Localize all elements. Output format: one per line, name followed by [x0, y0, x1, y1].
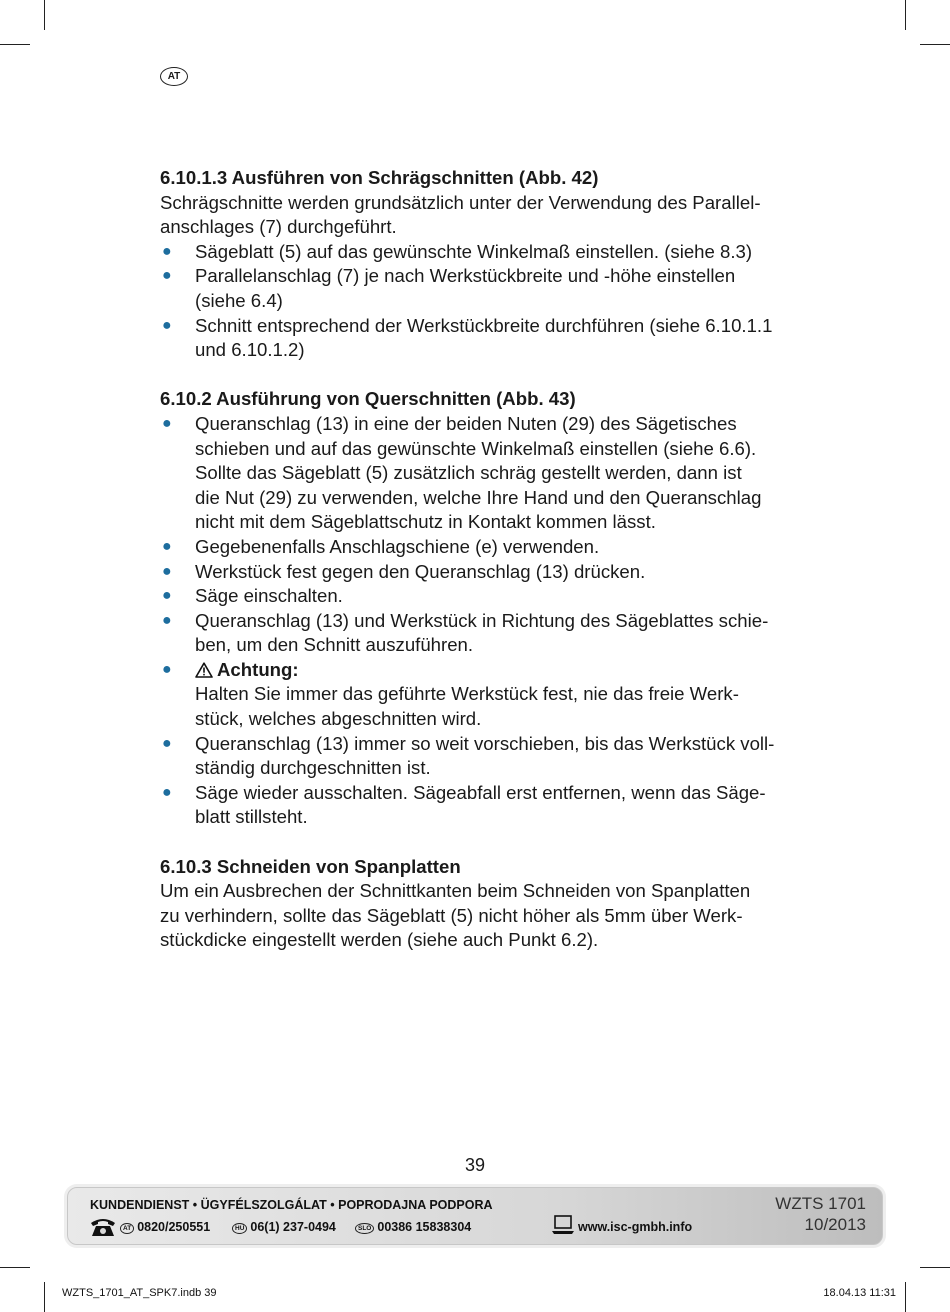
phone-hu	[232, 1220, 336, 1234]
main-content	[160, 166, 800, 953]
section-heading: 6.10.1.3 Ausführen von Schrägschnitten (Abb. 42)	[160, 167, 599, 188]
phone-number-slo: 00386 15838304	[377, 1220, 472, 1234]
list-item-line: Schnitt entsprechend der Werkstückbreite durchführen (siehe 6.10.1.1	[195, 314, 773, 336]
warning-triangle-icon	[195, 662, 213, 678]
phone-at	[120, 1220, 210, 1234]
paragraph-line: zu verhindern, sollte das Sägeblatt (5) nicht höher als 5mm über Werk-	[160, 904, 743, 926]
paragraph-line: Um ein Ausbrechen der Schnittkanten beim Schneiden von Spanplatten	[160, 880, 751, 902]
country-badge-hu: HU	[232, 1223, 247, 1234]
bullet-icon: ●	[162, 660, 172, 678]
paragraph-line: anschlages (7) durchgeführt.	[160, 216, 397, 238]
service-footer	[67, 1187, 883, 1245]
laptop-icon	[552, 1215, 574, 1235]
bullet-icon: ●	[162, 316, 172, 334]
crop-mark	[44, 1282, 45, 1312]
bullet-icon: ●	[162, 734, 172, 752]
warning-title-line	[195, 658, 800, 683]
list-item	[160, 781, 800, 830]
paragraph-line: Schrägschnitte werden grundsätzlich unter der Verwendung des Parallel-	[160, 191, 761, 213]
bullet-icon: ●	[162, 783, 172, 801]
section-heading: 6.10.3 Schneiden von Spanplatten	[160, 855, 461, 877]
list-item-line: nicht mit dem Sägeblattschutz in Kontakt kommen lässt.	[195, 511, 656, 533]
spacer	[160, 363, 800, 388]
list-item-line: Sägeblatt (5) auf das gewünschte Winkelmaß einstellen. (siehe 8.3)	[195, 240, 753, 262]
crop-mark	[905, 0, 906, 30]
crop-mark	[0, 44, 30, 45]
list-item-line: schieben und auf das gewünschte Winkelmaß einstellen (siehe 6.6).	[195, 437, 757, 459]
list-item-line: die Nut (29) zu verwenden, welche Ihre Hand und den Queranschlag	[195, 486, 762, 508]
list-item	[160, 314, 800, 363]
crop-mark	[920, 1267, 950, 1268]
crop-mark	[0, 1267, 30, 1268]
country-badge-slo: SLO	[355, 1223, 374, 1234]
spacer	[160, 830, 800, 855]
list-item-line: Gegebenenfalls Anschlagschiene (e) verwenden.	[195, 535, 600, 557]
list-item-line: ständig durchgeschnitten ist.	[195, 757, 431, 779]
phone-number-hu: 06(1) 237-0494	[250, 1220, 336, 1234]
list-item-line: Queranschlag (13) immer so weit vorschieben, bis das Werkstück voll-	[195, 732, 775, 754]
list-item	[160, 560, 800, 585]
list-item-line: Queranschlag (13) und Werkstück in Richtung des Sägeblattes schie-	[195, 609, 769, 631]
warning-line: Halten Sie immer das geführte Werkstück fest, nie das freie Werk-	[195, 683, 739, 705]
warning-title: Achtung:	[217, 658, 299, 680]
edition-date: 10/2013	[804, 1215, 866, 1234]
bullet-icon: ●	[162, 267, 172, 285]
list-item-line: Säge wieder ausschalten. Sägeabfall erst entfernen, wenn das Säge-	[195, 781, 766, 803]
list-item	[160, 240, 800, 265]
telephone-icon	[89, 1217, 117, 1237]
list-item-line: Säge einschalten.	[195, 585, 343, 607]
list-item-line: ben, um den Schnitt auszuführen.	[195, 634, 474, 656]
bullet-icon: ●	[162, 587, 172, 605]
list-item	[160, 732, 800, 781]
country-badge: AT	[160, 67, 188, 86]
crop-mark	[905, 1282, 906, 1312]
list-item	[160, 609, 800, 658]
crop-mark	[920, 44, 950, 45]
bullet-icon: ●	[162, 414, 172, 432]
model-number: WZTS 1701	[775, 1194, 866, 1213]
bullet-icon: ●	[162, 537, 172, 555]
bullet-icon: ●	[162, 562, 172, 580]
phone-number-at: 0820/250551	[137, 1220, 211, 1234]
print-slug-date: 18.04.13 11:31	[823, 1287, 896, 1299]
warning-line: stück, welches abgeschnitten wird.	[195, 708, 482, 730]
crop-mark	[44, 0, 45, 30]
list-item	[160, 584, 800, 609]
page-number: 39	[464, 1155, 486, 1175]
list-item	[160, 535, 800, 560]
list-item-line: Werkstück fest gegen den Queranschlag (13) drücken.	[195, 560, 646, 582]
warning-item	[160, 658, 800, 732]
bullet-icon: ●	[162, 242, 172, 260]
list-item-line: und 6.10.1.2)	[195, 339, 305, 361]
list-item	[160, 264, 800, 313]
list-item-line: Sollte das Sägeblatt (5) zusätzlich schräg gestellt werden, dann ist	[195, 462, 742, 484]
paragraph-line: stückdicke eingestellt werden (siehe auch Punkt 6.2).	[160, 929, 599, 951]
print-slug-file: WZTS_1701_AT_SPK7.indb 39	[62, 1287, 217, 1299]
phone-slo	[355, 1220, 471, 1234]
bullet-icon: ●	[162, 611, 172, 629]
list-item-line: (siehe 6.4)	[195, 289, 283, 311]
section-heading: 6.10.2 Ausführung von Querschnitten (Abb. 43)	[160, 388, 576, 410]
list-item-line: Queranschlag (13) in eine der beiden Nuten (29) des Sägetisches	[195, 412, 737, 434]
list-item-line: Parallelanschlag (7) je nach Werkstückbreite und -höhe einstellen	[195, 265, 736, 287]
list-item	[160, 412, 800, 535]
list-item-line: blatt stillsteht.	[195, 806, 308, 828]
footer-title: KUNDENDIENST • ÜGYFÉLSZOLGÁLAT • POPRODAJNA PODPORA	[90, 1198, 493, 1212]
website-link[interactable]: www.isc-gmbh.info	[578, 1220, 693, 1234]
country-badge-at: AT	[120, 1223, 134, 1234]
